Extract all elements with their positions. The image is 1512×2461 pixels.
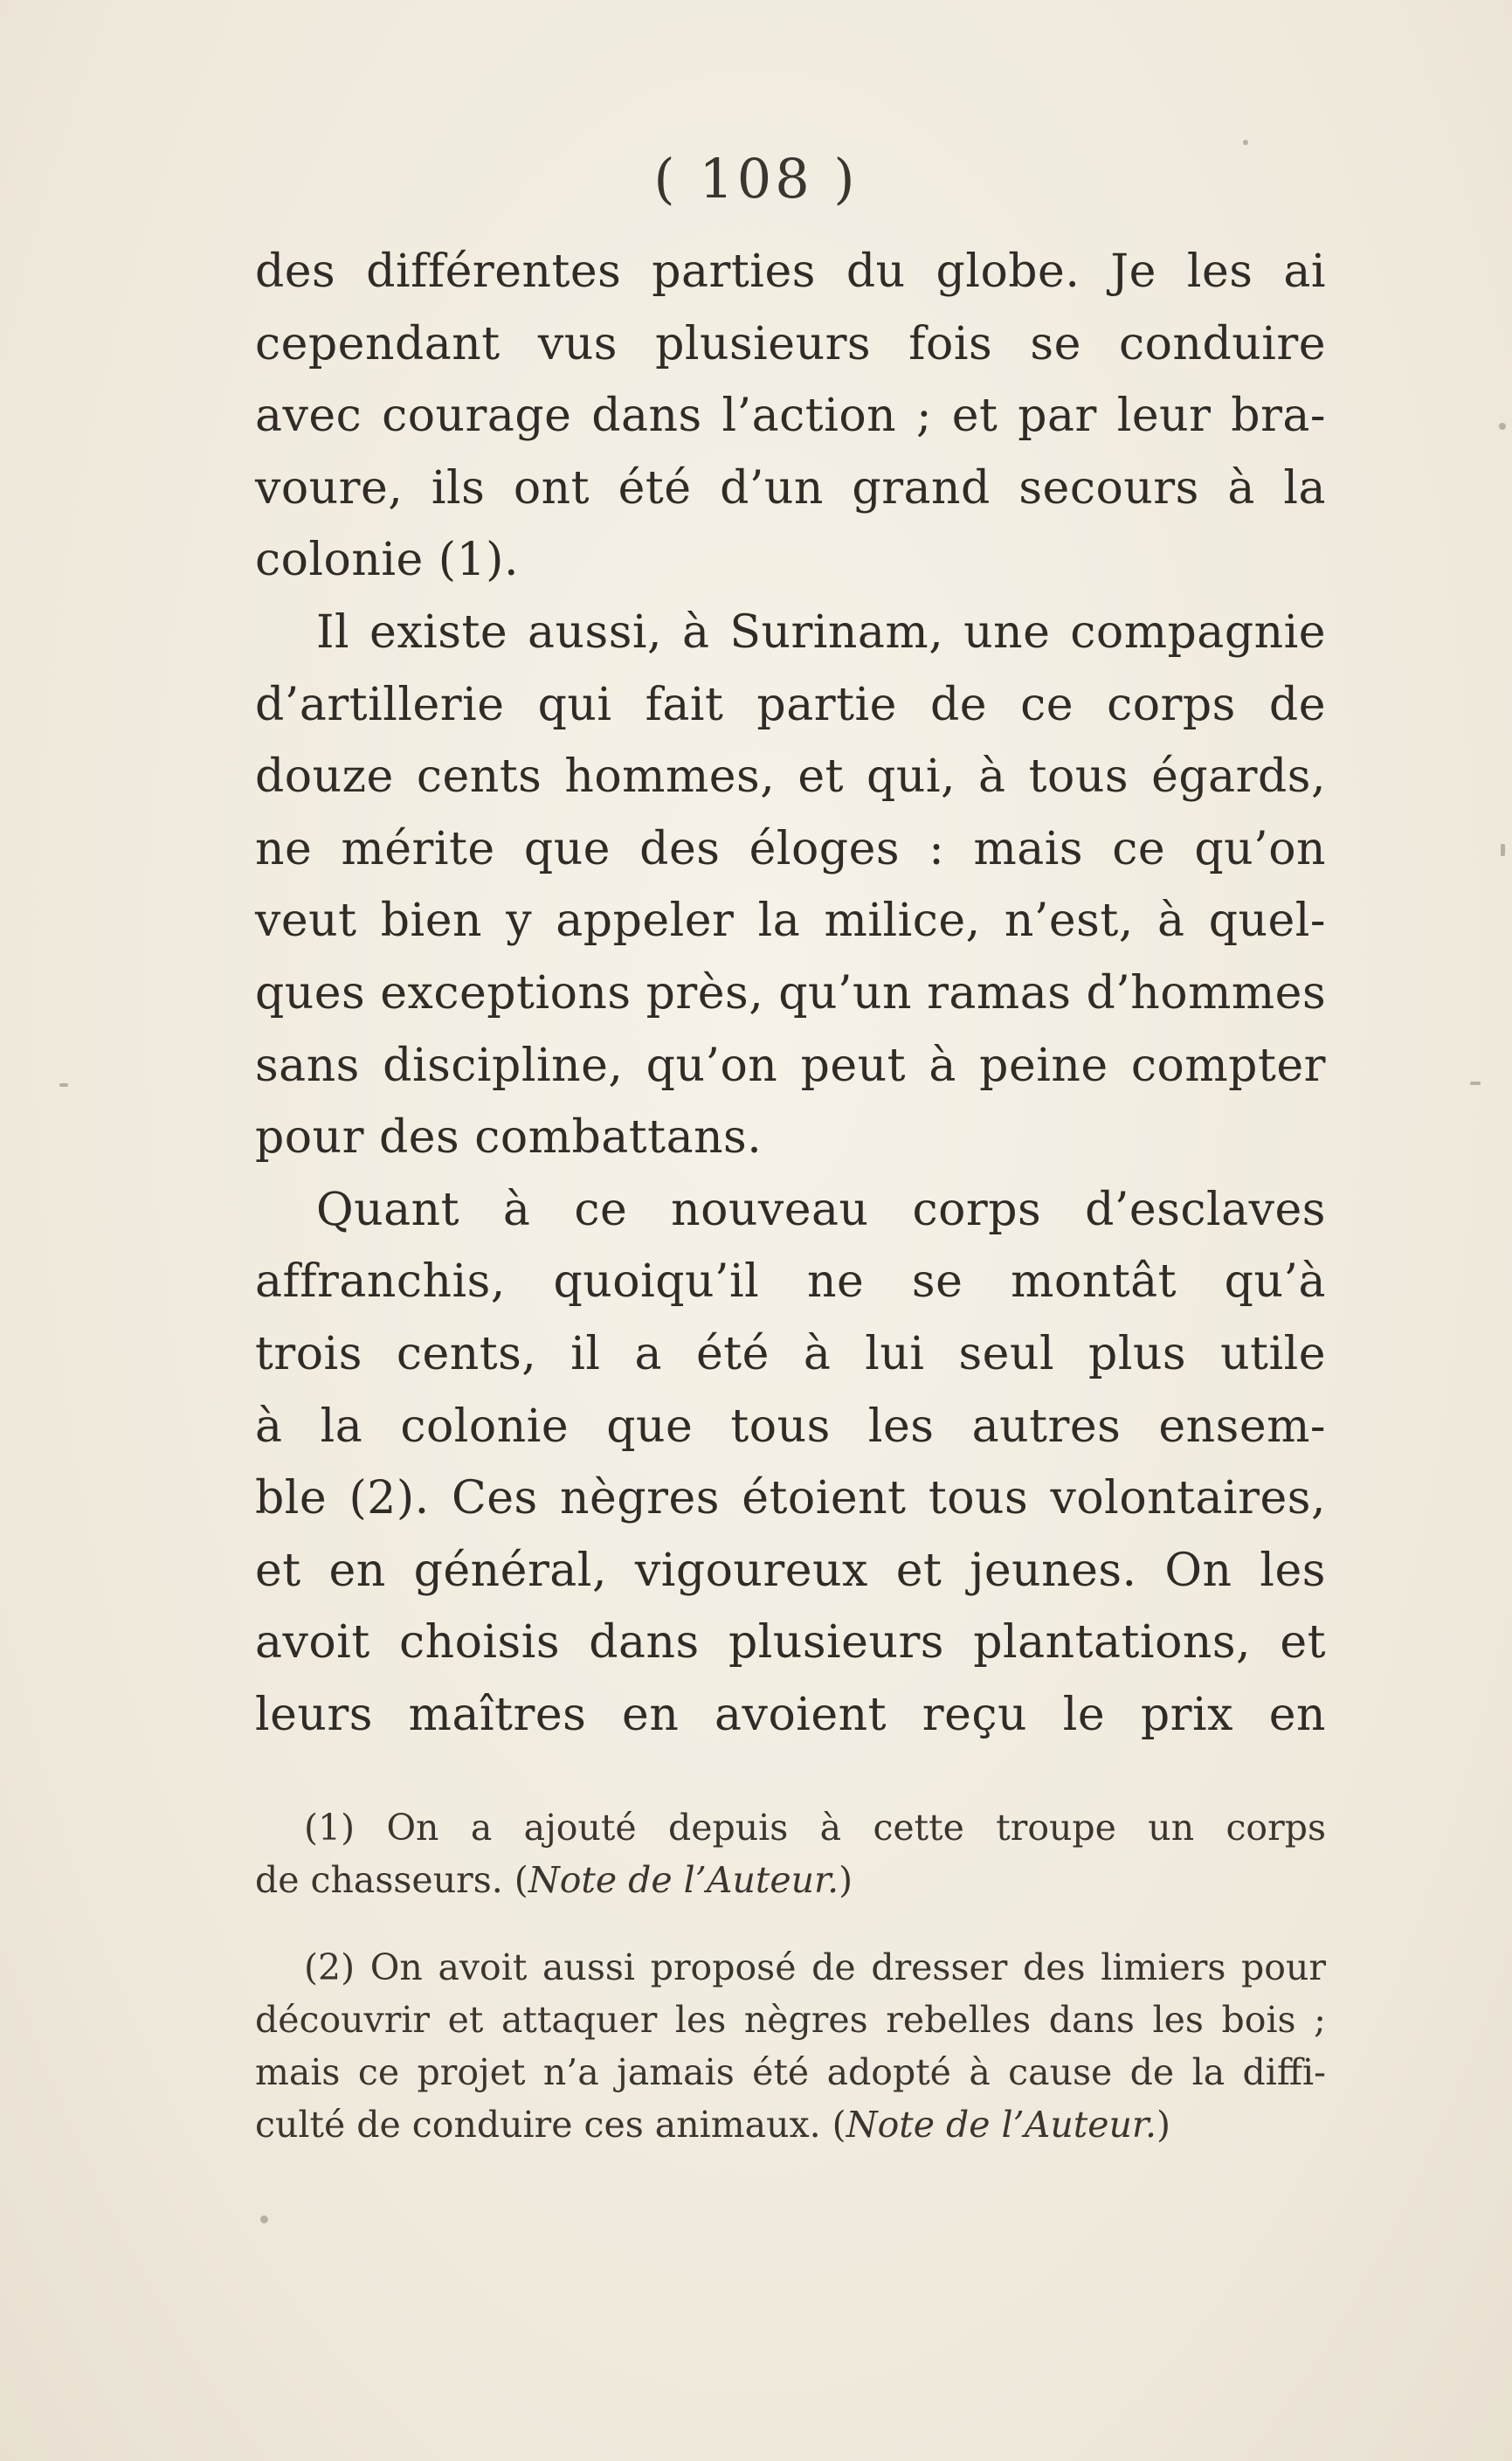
text-line: pour des combattans. <box>255 1111 763 1165</box>
paper-speck <box>1501 844 1505 856</box>
footnote-1-line <box>255 1854 1326 1906</box>
text-line: avoit choisis dans plusieurs plantations, et <box>255 1616 1326 1669</box>
text-line: voure, ils ont été d’un grand secours à la <box>255 461 1326 515</box>
text-line: sans discipline, qu’on peut à peine compter <box>255 1039 1326 1092</box>
page-number: ( 108 ) <box>653 147 859 211</box>
text-line: ne mérite que des éloges : mais ce qu’on <box>255 822 1326 875</box>
footnote-2-line: (2) On avoit aussi proposé de dresser des limiers pour <box>304 1946 1326 1988</box>
author-note-italic: Note de l’Auteur. <box>528 1859 839 1901</box>
footnote-text: de chasseurs. ( <box>255 1859 528 1901</box>
text-line: Quant à ce nouveau corps d’esclaves <box>316 1183 1326 1236</box>
text-line: affranchis, quoiqu’il ne se montât qu’à <box>255 1255 1326 1309</box>
footnotes <box>255 1801 1326 2151</box>
footnote-gap <box>255 1906 1326 1941</box>
text-line: Il existe aussi, à Surinam, une compagnie <box>316 605 1326 659</box>
footnote-text: culté de conduire ces animaux. ( <box>255 2104 846 2146</box>
footnote-text: ) <box>1156 2104 1170 2146</box>
text-line: et en général, vigoureux et jeunes. On les <box>255 1544 1326 1597</box>
footnote-2-line: mais ce projet n’a jamais été adopté à cause de la diffi- <box>255 2051 1326 2093</box>
text-line: veut bien y appeler la milice, n’est, à quel- <box>255 895 1326 948</box>
footnote-2-line <box>255 2098 1326 2151</box>
text-line: colonie (1). <box>255 534 519 587</box>
text-line: d’artillerie qui fait partie de ce corps de <box>255 678 1326 731</box>
text-line: cependant vus plusieurs fois se conduire <box>255 317 1326 370</box>
text-line: ques exceptions près, qu’un ramas d’hommes <box>255 966 1327 1020</box>
footnote-2-line: découvrir et attaquer les nègres rebelles dans les bois ; <box>255 1999 1326 2041</box>
paper-speck <box>59 1083 68 1087</box>
footnote-text: ) <box>839 1859 853 1901</box>
text-line: ble (2). Ces nègres étoient tous volontaires, <box>255 1472 1326 1525</box>
paper-speck <box>260 2216 268 2223</box>
main-text <box>255 236 1326 1751</box>
text-line: à la colonie que tous les autres ensem- <box>255 1400 1326 1453</box>
text-line: trois cents, il a été à lui seul plus utile <box>255 1327 1326 1380</box>
author-note-italic: Note de l’Auteur. <box>846 2104 1156 2146</box>
text-line: des différentes parties du globe. Je les ai <box>255 245 1326 298</box>
text-line: avec courage dans l’action ; et par leur bra- <box>255 390 1326 443</box>
paper-speck <box>1243 140 1248 145</box>
paper-speck <box>1499 423 1506 430</box>
text-line: leurs maîtres en avoient reçu le prix en <box>255 1688 1326 1741</box>
text-line: douze cents hommes, et qui, à tous égards, <box>255 750 1326 804</box>
paper-speck <box>1470 1082 1481 1085</box>
footnote-1-line: (1) On a ajouté depuis à cette troupe un corps <box>304 1807 1326 1849</box>
